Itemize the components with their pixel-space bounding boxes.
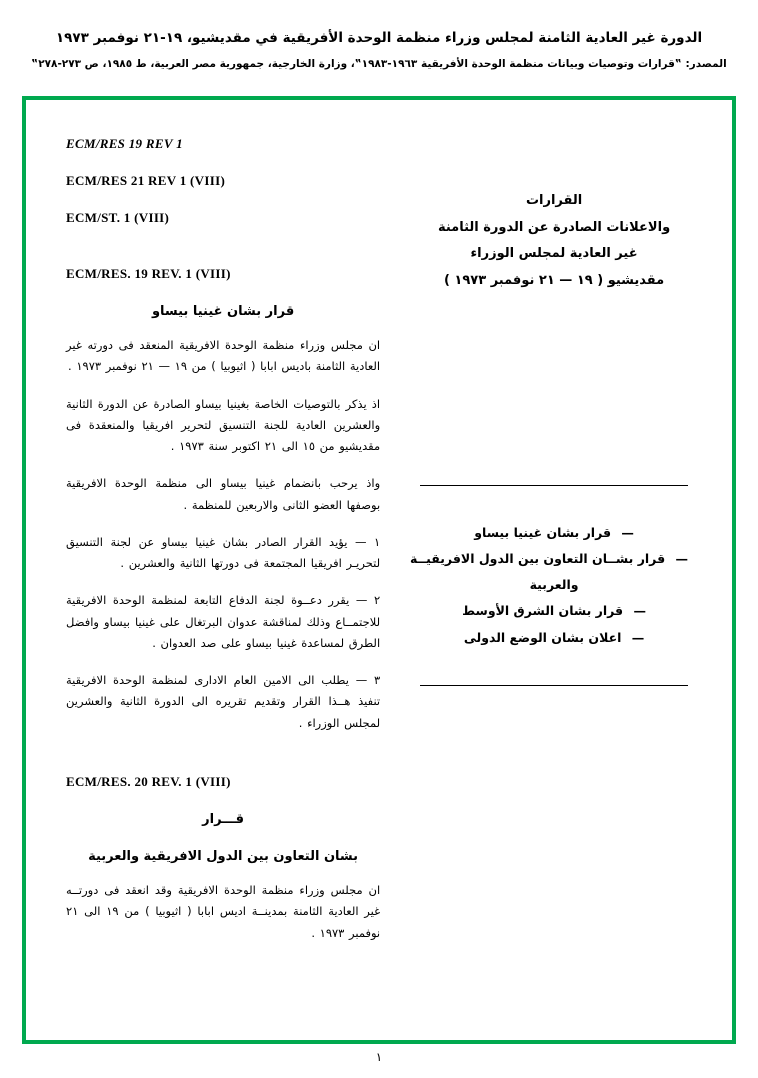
paragraph-1-4: ١ — يؤيد القرار الصادر بشان غينيا بيساو عن لجنة التنسيق لتحريـر افريقيا المجتمعة فى دورتها الثانية والعشرين . xyxy=(66,534,381,571)
section-heading-2: قـــرار xyxy=(202,811,245,827)
index-label-2: قرار بشــان التعاون بين الدول الافريقيــة xyxy=(410,550,666,566)
two-column-layout xyxy=(60,136,698,1020)
divider-bottom xyxy=(420,685,688,686)
page-content xyxy=(26,100,732,1040)
index-item-1 xyxy=(420,520,688,546)
section-code-1: ECM/RES. 19 REV. 1 (VIII) xyxy=(66,266,231,281)
index-dash-2: — xyxy=(675,550,688,566)
index-dash-1: — xyxy=(621,524,634,540)
document-header xyxy=(0,28,758,73)
paragraph-2-1: ان مجلس وزراء منظمة الوحدة الافريقية وقد انعقد فى دورتــه غير العادية الثامنة بمدينــة اديس ابابا ( اثيوبيا ) من ١٩ الى ٢١ نوفمبر ١٩٧٣ . xyxy=(66,882,381,940)
index-dash-4: — xyxy=(631,629,645,645)
header-source: المصدر: ‟قرارات وتوصيات وبيانات منظمة الوحدة الأفريقية ١٩٦٣-١٩٨٣‟، وزارة الخارجية، جمهورية مصر العربية، ط ١٩٨٥، ص ٢٧٣-٢٧٨‟ xyxy=(31,58,727,71)
resolutions-title-line-4: مقديشيو ( ١٩ — ٢١ نوفمبر ١٩٧٣ ) xyxy=(443,272,665,288)
resolutions-title-line-3: غير العادية لمجلس الوزراء xyxy=(470,246,638,262)
document-code-3: ECM/ST. 1 (VIII) xyxy=(66,210,170,225)
paragraph-1-5: ٢ — يقرر دعــوة لجنة الدفاع التابعة لمنظمة الوحدة الافريقية للاجتمــاع وذلك لمناقشة عدوان البرتغال على غينيا بيساو وافضل الطرق لمساعدة غينيا بيساو على صد العدوان . xyxy=(66,593,381,650)
header-title: الدورة غير العادية الثامنة لمجلس وزراء منظمة الوحدة الأفريقية في مقديشيو، ١٩-٢١ نوفمبر ١٩٧٣ xyxy=(55,30,703,46)
document-code-2: ECM/RES 21 REV 1 (VIII) xyxy=(66,173,226,188)
index-item-4 xyxy=(420,625,688,651)
section-heading-1: قرار بشان غينيا بيساو xyxy=(151,304,295,319)
divider-top xyxy=(420,485,688,486)
index-dash-3: — xyxy=(633,603,646,619)
section-heading-2b: بشان التعاون بين الدول الافريقية والعربية xyxy=(88,848,359,864)
paragraph-1-1: ان مجلس وزراء منظمة الوحدة الافريقية المنعقد فى دورته غير العادية الثامنة باديس ابابا ( اثيوبيا ) من ١٩ — ٢١ نوفمبر ١٩٧٣ . xyxy=(66,338,381,374)
resolutions-title-line-1: القرارات xyxy=(525,193,583,208)
index-label-3: قرار بشان الشرق الأوسط xyxy=(462,603,624,619)
page-number: ١ xyxy=(375,1050,383,1064)
index-item-3 xyxy=(420,598,688,624)
right-column xyxy=(398,136,698,1020)
contents-index xyxy=(410,520,688,651)
document-code-1 xyxy=(66,136,380,152)
index-label-1: قرار بشان غينيا بيساو xyxy=(474,524,612,540)
section-code-2: ECM/RES. 20 REV. 1 (VIII) xyxy=(66,773,231,789)
document-code-1-text: ECM/RES 19 REV 1 xyxy=(66,136,183,151)
paragraph-1-2: اذ يذكر بالتوصيات الخاصة بغينيا بيساو الصادرة عن الدورة الثانية والعشرين العادية للجنة التنسيق لتحرير افريقيا والمنعقدة فى مقديشيو من ١٥ الى ٢١ اكتوبر سنة ١٩٧٣ . xyxy=(66,396,381,454)
resolutions-title-line-2: والاعلانات الصادرة عن الدورة الثامنة xyxy=(437,219,671,235)
index-label-4: اعلان بشان الوضع الدولى xyxy=(463,629,622,645)
resolutions-title-block xyxy=(420,188,688,295)
index-item-2 xyxy=(410,546,688,599)
paragraph-1-3: واذ يرحب بانضمام غينيا بيساو الى منظمة الوحدة الافريقية بوصفها العضو الثانى والاربعين للمنظمة . xyxy=(66,476,381,512)
left-column xyxy=(60,136,398,1020)
paragraph-1-6: ٣ — يطلب الى الامين العام الادارى لمنظمة الوحدة الافريقية تنفيذ هــذا القرار وتقديم تقريره الى الدورة الثانية والعشرين لمجلس الوزراء . xyxy=(66,673,381,730)
index-label-2-sub: والعربية xyxy=(529,577,579,593)
